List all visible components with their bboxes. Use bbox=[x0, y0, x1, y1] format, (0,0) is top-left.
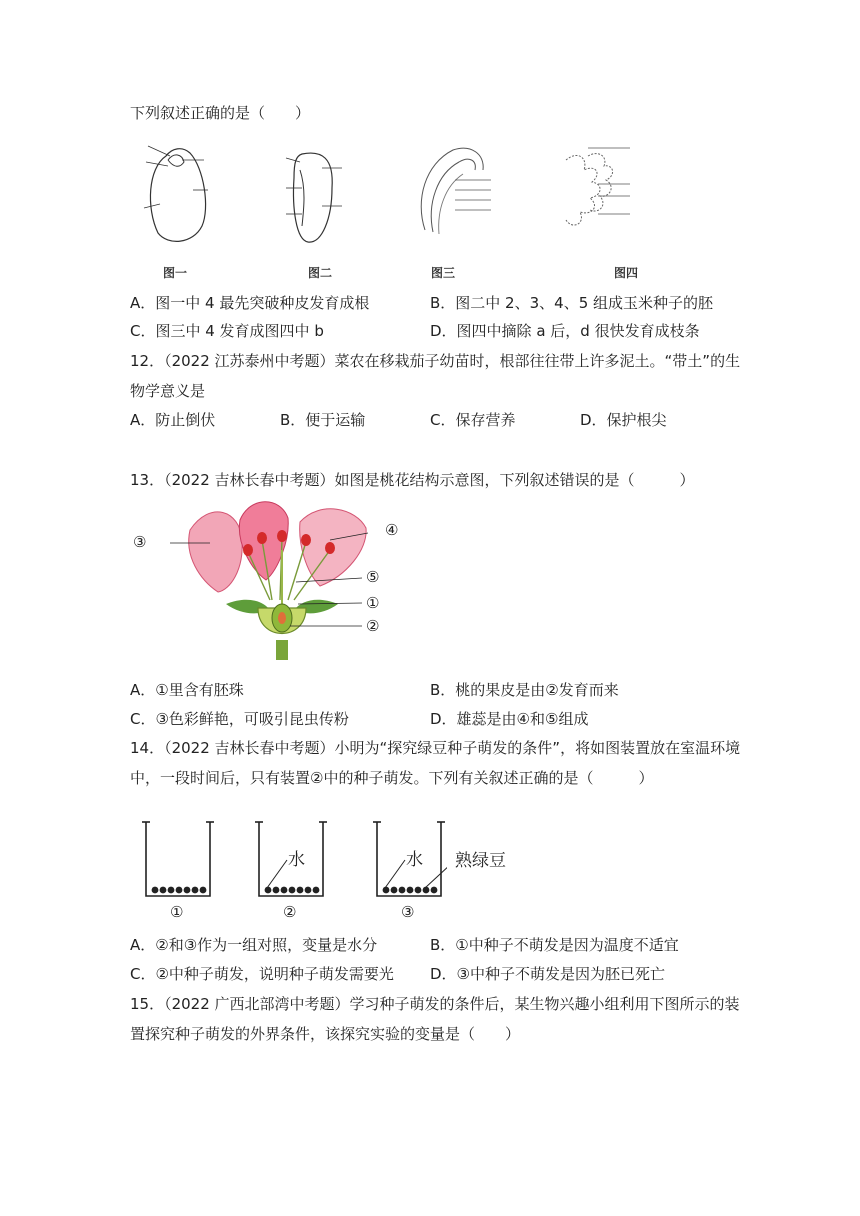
seedling-figure-3 bbox=[405, 140, 495, 245]
q13-stem: 13．（2022 吉林长春中考题）如图是桃花结构示意图，下列叙述错误的是（ ） bbox=[130, 471, 695, 489]
q14-option-c[interactable]: C．②中种子萌发，说明种子萌发需要光 bbox=[130, 965, 394, 983]
q13-option-a[interactable]: A．①里含有胚珠 bbox=[130, 681, 244, 699]
figure-caption-4: 图四 bbox=[614, 266, 639, 280]
flower-label-5: ⑤ bbox=[366, 568, 380, 586]
bud-figure-4 bbox=[558, 140, 648, 240]
beaker-label-1: ① bbox=[170, 903, 184, 921]
beaker-label-3: ③ bbox=[401, 903, 415, 921]
q12-stem-line2: 物学意义是 bbox=[130, 382, 206, 400]
q13-option-d[interactable]: D．雄蕊是由④和⑤组成 bbox=[430, 710, 589, 728]
q15-stem-line1: 15．（2022 广西北部湾中考题）学习种子萌发的条件后，某生物兴趣小组利用下图所示的装 bbox=[130, 995, 740, 1013]
q11-option-b[interactable]: B．图二中 2、3、4、5 组成玉米种子的胚 bbox=[430, 294, 714, 312]
q11-option-d[interactable]: D．图四中摘除 a 后，d 很快发育成枝条 bbox=[430, 322, 700, 340]
figure-caption-1: 图一 bbox=[163, 266, 188, 280]
flower-label-4: ④ bbox=[385, 521, 399, 539]
q14-option-b[interactable]: B．①中种子不萌发是因为温度不适宜 bbox=[430, 936, 679, 954]
q12-option-d[interactable]: D．保护根尖 bbox=[580, 411, 667, 429]
flower-label-2: ② bbox=[366, 617, 380, 635]
q14-option-d[interactable]: D．③中种子不萌发是因为胚已死亡 bbox=[430, 965, 665, 983]
peach-flower-diagram bbox=[170, 500, 390, 665]
figure-caption-3: 图三 bbox=[431, 266, 456, 280]
flower-label-1: ① bbox=[366, 594, 380, 612]
q11-stem: 下列叙述正确的是（ ） bbox=[130, 104, 311, 122]
q12-stem-line1: 12．（2022 江苏泰州中考题）菜农在移栽茄子幼苗时，根部往往带上许多泥土。“带土”的生 bbox=[130, 352, 741, 370]
q13-option-b[interactable]: B．桃的果皮是由②发育而来 bbox=[430, 681, 619, 699]
flower-label-3: ③ bbox=[133, 533, 147, 551]
q15-stem-line2: 置探究种子萌发的外界条件，该探究实验的变量是（ ） bbox=[130, 1025, 521, 1043]
seed-figure-1 bbox=[138, 138, 218, 248]
seed-figure-2 bbox=[282, 148, 352, 248]
q14-stem-line2: 中，一段时间后，只有装置②中的种子萌发。下列有关叙述正确的是（ ） bbox=[130, 769, 654, 787]
q11-option-c[interactable]: C．图三中 4 发育成图四中 b bbox=[130, 322, 324, 340]
q14-option-a[interactable]: A．②和③作为一组对照，变量是水分 bbox=[130, 936, 378, 954]
cooked-bean-label: 熟绿豆 bbox=[455, 851, 506, 871]
beaker-1 bbox=[140, 818, 216, 900]
figure-caption-2: 图二 bbox=[308, 266, 333, 280]
q13-option-c[interactable]: C．③色彩鲜艳，可吸引昆虫传粉 bbox=[130, 710, 349, 728]
q12-option-a[interactable]: A．防止倒伏 bbox=[130, 411, 216, 429]
q12-option-b[interactable]: B．便于运输 bbox=[280, 411, 366, 429]
q14-stem-line1: 14．（2022 吉林长春中考题）小明为“探究绿豆种子萌发的条件”，将如图装置放在室温环境 bbox=[130, 739, 741, 757]
q12-option-c[interactable]: C．保存营养 bbox=[430, 411, 516, 429]
water-label-2: 水 bbox=[288, 850, 305, 870]
water-label-3: 水 bbox=[406, 850, 423, 870]
beaker-label-2: ② bbox=[283, 903, 297, 921]
q11-option-a[interactable]: A．图一中 4 最先突破种皮发育成根 bbox=[130, 294, 370, 312]
